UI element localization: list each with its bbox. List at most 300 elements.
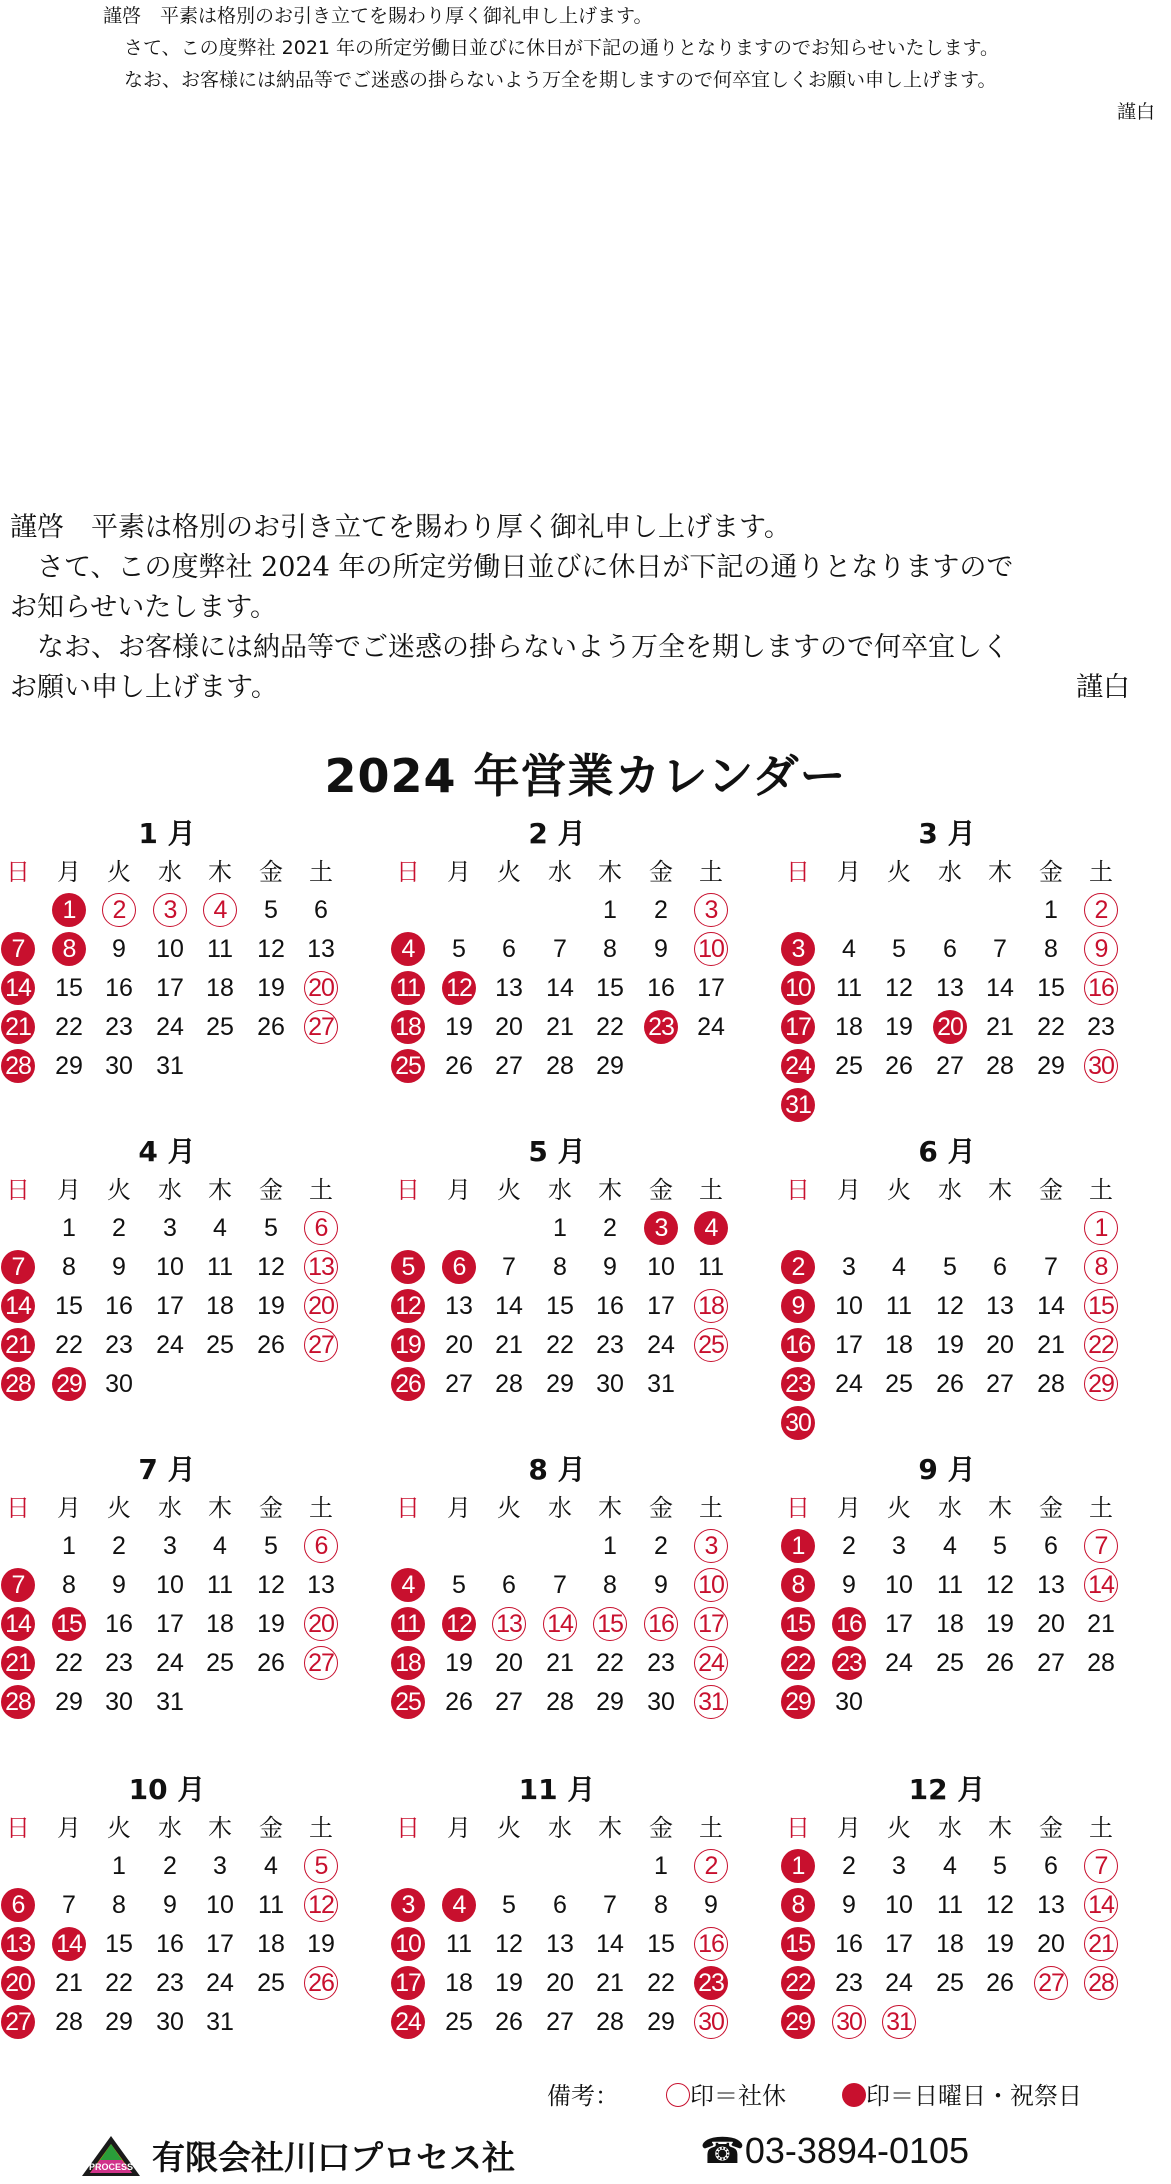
weekday-header: 木 [598, 858, 622, 886]
calendar-day: 10 [694, 1568, 728, 1602]
weekday-header: 金 [259, 1494, 283, 1522]
calendar-day: 26 [885, 1051, 913, 1080]
weekday-header: 土 [699, 1176, 723, 1204]
calendar-day: 26 [445, 1051, 473, 1080]
calendar-day: 29 [596, 1051, 624, 1080]
calendar-day: 13 [936, 973, 964, 1002]
company-phone: ☎03-3894-0105 [700, 2130, 970, 2171]
company-logo [78, 2134, 144, 2178]
calendar-day: 8 [52, 932, 86, 966]
calendar-day: 31 [781, 1088, 815, 1122]
weekday-header: 水 [548, 1494, 572, 1522]
weekday-header: 火 [497, 1814, 521, 1842]
calendar-day: 9 [654, 934, 668, 963]
calendar-day: 21 [596, 1968, 624, 1997]
calendar-day: 13 [986, 1291, 1014, 1320]
calendar-day: 30 [781, 1406, 815, 1440]
weekday-header: 火 [887, 1176, 911, 1204]
calendar-day: 18 [835, 1012, 863, 1041]
calendar-day: 8 [781, 1888, 815, 1922]
calendar-day: 3 [153, 893, 187, 927]
calendar-day: 16 [835, 1929, 863, 1958]
calendar-day: 22 [55, 1330, 83, 1359]
calendar-day: 2 [654, 1531, 668, 1560]
calendar-day: 24 [206, 1968, 234, 1997]
calendar-day: 20 [1037, 1609, 1065, 1638]
calendar-day: 18 [694, 1289, 728, 1323]
calendar-day: 19 [445, 1648, 473, 1677]
calendar-day: 20 [304, 1607, 338, 1641]
weekday-header: 金 [649, 1176, 673, 1204]
calendar-day: 8 [112, 1890, 126, 1919]
calendar-day: 25 [445, 2007, 473, 2036]
weekday-header: 水 [158, 1176, 182, 1204]
weekday-header: 日 [6, 1176, 30, 1204]
legend-closed-text: 印＝社休 [690, 2082, 786, 2110]
calendar-day: 15 [1084, 1289, 1118, 1323]
legend-label: 備考： [547, 2082, 619, 2110]
calendar-day: 31 [882, 2005, 916, 2039]
calendar-day: 2 [102, 893, 136, 927]
calendar-day: 24 [885, 1648, 913, 1677]
calendar-day: 2 [112, 1213, 126, 1242]
calendar-day: 22 [105, 1968, 133, 1997]
weekday-header: 月 [837, 1494, 861, 1522]
calendar-day: 29 [647, 2007, 675, 2036]
greeting-line: お願い申し上げます。 [10, 672, 278, 703]
calendar-day: 14 [546, 973, 574, 1002]
weekday-header: 金 [1039, 1176, 1063, 1204]
calendar-day: 24 [156, 1648, 184, 1677]
calendar-day: 3 [644, 1211, 678, 1245]
calendar-day: 10 [694, 932, 728, 966]
calendar-day: 12 [257, 934, 285, 963]
weekday-header: 金 [259, 1176, 283, 1204]
calendar-day: 3 [781, 932, 815, 966]
calendar-day: 14 [52, 1927, 86, 1961]
calendar-day: 16 [694, 1927, 728, 1961]
calendar-day: 22 [781, 1966, 815, 2000]
weekday-header: 日 [396, 858, 420, 886]
calendar-day: 8 [1084, 1250, 1118, 1284]
calendar-day: 18 [206, 973, 234, 1002]
calendar-day: 2 [163, 1851, 177, 1880]
weekday-header: 金 [1039, 858, 1063, 886]
calendar-day: 19 [986, 1929, 1014, 1958]
calendar-day: 14 [596, 1929, 624, 1958]
calendar-day: 15 [52, 1607, 86, 1641]
calendar-day: 3 [892, 1851, 906, 1880]
calendar-day: 25 [206, 1012, 234, 1041]
calendar-day: 24 [781, 1049, 815, 1083]
calendar-day: 7 [1, 932, 35, 966]
greeting-line: 謹啓 平素は格別のお引き立てを賜わり厚く御礼申し上げます。 [10, 512, 791, 543]
weekday-header: 土 [699, 858, 723, 886]
calendar-day: 17 [391, 1966, 425, 2000]
calendar-day: 24 [156, 1330, 184, 1359]
weekday-header: 水 [548, 1176, 572, 1204]
weekday-header: 月 [447, 858, 471, 886]
calendar-day: 12 [495, 1929, 523, 1958]
month-title: 4 月 [138, 1135, 196, 1168]
calendar-day: 13 [445, 1291, 473, 1320]
month-title: 1 月 [138, 817, 196, 850]
calendar-day: 22 [596, 1012, 624, 1041]
calendar-day: 30 [1084, 1049, 1118, 1083]
calendar-day: 19 [495, 1968, 523, 1997]
calendar-day: 3 [391, 1888, 425, 1922]
weekday-header: 土 [309, 858, 333, 886]
calendar-day: 11 [836, 973, 862, 1002]
calendar-day: 28 [1037, 1369, 1065, 1398]
calendar-day: 8 [781, 1568, 815, 1602]
calendar-day: 5 [892, 934, 906, 963]
greeting-line: お知らせいたします。 [10, 592, 278, 623]
calendar-day: 23 [105, 1648, 133, 1677]
calendar-day: 22 [1037, 1012, 1065, 1041]
weekday-header: 土 [1089, 1494, 1113, 1522]
calendar-day: 22 [781, 1646, 815, 1680]
calendar-day: 24 [694, 1646, 728, 1680]
weekday-header: 金 [1039, 1494, 1063, 1522]
month-title: 11 月 [518, 1773, 596, 1806]
calendar-day: 28 [1084, 1966, 1118, 2000]
calendar-day: 25 [206, 1330, 234, 1359]
calendar-day: 11 [937, 1890, 963, 1919]
calendar-day: 16 [105, 1609, 133, 1638]
calendar-day: 21 [1084, 1927, 1118, 1961]
calendar-day: 15 [593, 1607, 627, 1641]
calendar-day: 17 [835, 1330, 863, 1359]
calendar-day: 5 [452, 934, 466, 963]
logo-text: PROCESS [88, 2162, 134, 2172]
calendar-day: 29 [55, 1687, 83, 1716]
calendar-day: 17 [781, 1010, 815, 1044]
weekday-header: 土 [699, 1494, 723, 1522]
calendar-day: 25 [885, 1369, 913, 1398]
calendar-day: 6 [943, 934, 957, 963]
calendar-day: 30 [596, 1369, 624, 1398]
legend-closed [666, 2076, 786, 2111]
weekday-header: 木 [988, 858, 1012, 886]
calendar-day: 18 [206, 1609, 234, 1638]
weekday-header: 火 [107, 1494, 131, 1522]
weekday-header: 月 [57, 1176, 81, 1204]
calendar-day: 21 [1, 1010, 35, 1044]
weekday-header: 木 [988, 1814, 1012, 1842]
greeting-small-line: なお、お客様には納品等でご迷惑の掛らないよう万全を期しますので何卒宜しくお願い申し上げます。 [124, 69, 997, 91]
month-title: 3 月 [918, 817, 976, 850]
calendar-day: 11 [446, 1929, 472, 1958]
month-title: 8 月 [528, 1453, 586, 1486]
calendar-day: 6 [304, 1211, 338, 1245]
calendar-day: 7 [1, 1250, 35, 1284]
calendar-day: 1 [1044, 895, 1058, 924]
calendar-day: 10 [781, 971, 815, 1005]
calendar-day: 26 [257, 1648, 285, 1677]
calendar-day: 10 [835, 1291, 863, 1320]
calendar-day: 26 [986, 1648, 1014, 1677]
calendar-day: 7 [62, 1890, 76, 1919]
month-title: 5 月 [528, 1135, 586, 1168]
calendar-day: 28 [1, 1049, 35, 1083]
calendar-day: 9 [112, 1570, 126, 1599]
calendar-day: 29 [546, 1369, 574, 1398]
calendar-day: 10 [391, 1927, 425, 1961]
weekday-header: 水 [938, 1814, 962, 1842]
calendar-day: 9 [1084, 932, 1118, 966]
calendar-day: 5 [391, 1250, 425, 1284]
weekday-header: 火 [887, 1494, 911, 1522]
calendar-day: 12 [391, 1289, 425, 1323]
calendar-day: 1 [112, 1851, 126, 1880]
calendar-day: 27 [546, 2007, 574, 2036]
calendar-day: 21 [495, 1330, 523, 1359]
weekday-header: 金 [649, 1494, 673, 1522]
calendar-day: 19 [257, 1291, 285, 1320]
greeting-main [10, 508, 1130, 708]
calendar-day: 8 [62, 1252, 76, 1281]
month-title: 7 月 [138, 1453, 196, 1486]
calendar-day: 2 [694, 1849, 728, 1883]
calendar-day: 1 [781, 1529, 815, 1563]
month-title: 2 月 [528, 817, 586, 850]
calendar-day: 7 [1, 1568, 35, 1602]
calendar-day: 18 [936, 1929, 964, 1958]
weekday-header: 日 [396, 1176, 420, 1204]
calendar-day: 20 [495, 1648, 523, 1677]
calendar-day: 10 [206, 1890, 234, 1919]
calendar-day: 11 [937, 1570, 963, 1599]
weekday-header: 日 [786, 858, 810, 886]
weekday-header: 日 [6, 1814, 30, 1842]
calendar-day: 23 [647, 1648, 675, 1677]
weekday-header: 火 [107, 1814, 131, 1842]
weekday-header: 水 [938, 858, 962, 886]
calendar-day: 6 [1, 1888, 35, 1922]
calendar-day: 4 [391, 932, 425, 966]
calendar-day: 18 [257, 1929, 285, 1958]
calendar-day: 7 [1044, 1252, 1058, 1281]
calendar-day: 25 [206, 1648, 234, 1677]
calendar-day: 4 [694, 1211, 728, 1245]
calendar-day: 29 [55, 1051, 83, 1080]
weekday-header: 月 [837, 858, 861, 886]
calendar-day: 30 [694, 2005, 728, 2039]
calendar-day: 28 [1, 1367, 35, 1401]
calendar-day: 16 [596, 1291, 624, 1320]
calendar-day: 23 [694, 1966, 728, 2000]
calendar-day: 15 [105, 1929, 133, 1958]
calendar-day: 17 [885, 1609, 913, 1638]
weekday-header: 火 [107, 858, 131, 886]
calendar-day: 26 [257, 1012, 285, 1041]
calendar-day: 23 [156, 1968, 184, 1997]
calendar-day: 16 [781, 1328, 815, 1362]
weekday-header: 土 [309, 1494, 333, 1522]
calendar-day: 22 [1084, 1328, 1118, 1362]
calendar-day: 11 [207, 934, 233, 963]
weekday-header: 火 [107, 1176, 131, 1204]
calendar-day: 12 [257, 1252, 285, 1281]
calendar-day: 30 [647, 1687, 675, 1716]
calendar-day: 1 [62, 1531, 76, 1560]
calendar-day: 9 [112, 934, 126, 963]
calendar-day: 4 [264, 1851, 278, 1880]
weekday-header: 日 [396, 1814, 420, 1842]
calendar-day: 9 [842, 1570, 856, 1599]
calendar-day: 6 [442, 1250, 476, 1284]
calendar-day: 2 [842, 1851, 856, 1880]
calendar-day: 15 [1037, 973, 1065, 1002]
calendar-day: 13 [495, 973, 523, 1002]
calendar-day: 13 [1, 1927, 35, 1961]
calendar-day: 3 [163, 1213, 177, 1242]
calendar-day: 8 [553, 1252, 567, 1281]
calendar-day: 25 [257, 1968, 285, 1997]
calendar-day: 27 [986, 1369, 1014, 1398]
greeting-small-sign: 謹白 [1116, 101, 1155, 123]
weekday-header: 月 [57, 858, 81, 886]
calendar-day: 1 [781, 1849, 815, 1883]
calendar-day: 24 [885, 1968, 913, 1997]
weekday-header: 土 [309, 1176, 333, 1204]
calendar-day: 5 [993, 1851, 1007, 1880]
calendar-day: 28 [596, 2007, 624, 2036]
calendar-day: 19 [391, 1328, 425, 1362]
calendar-day: 13 [304, 1250, 338, 1284]
calendar-day: 2 [1084, 893, 1118, 927]
calendar-day: 1 [603, 1531, 617, 1560]
calendar-day: 16 [105, 1291, 133, 1320]
weekday-header: 金 [649, 858, 673, 886]
company-name: 有限会社川口プロセス社 [152, 2138, 515, 2177]
calendar-day: 16 [832, 1607, 866, 1641]
calendar-day: 1 [553, 1213, 567, 1242]
calendar-day: 12 [986, 1890, 1014, 1919]
calendar-day: 16 [105, 973, 133, 1002]
calendar-day: 18 [206, 1291, 234, 1320]
calendar-day: 23 [105, 1012, 133, 1041]
weekday-header: 月 [447, 1176, 471, 1204]
calendar-day: 12 [442, 971, 476, 1005]
calendar-day: 10 [156, 1252, 184, 1281]
calendar-day: 8 [1044, 934, 1058, 963]
weekday-header: 日 [6, 1494, 30, 1522]
month-title: 12 月 [908, 1773, 986, 1806]
calendar-day: 8 [654, 1890, 668, 1919]
weekday-header: 日 [396, 1494, 420, 1522]
weekday-header: 木 [208, 1814, 232, 1842]
calendar-day: 22 [647, 1968, 675, 1997]
calendar-day: 25 [391, 1049, 425, 1083]
calendar-day: 15 [781, 1607, 815, 1641]
calendar-day: 2 [603, 1213, 617, 1242]
calendar-day: 15 [596, 973, 624, 1002]
calendar-day: 3 [892, 1531, 906, 1560]
calendar-day: 3 [694, 893, 728, 927]
weekday-header: 木 [598, 1176, 622, 1204]
calendar-day: 17 [156, 1609, 184, 1638]
calendar-day: 30 [832, 2005, 866, 2039]
calendar-day: 16 [647, 973, 675, 1002]
calendar-day: 31 [206, 2007, 234, 2036]
calendar-day: 25 [936, 1648, 964, 1677]
calendar-day: 23 [835, 1968, 863, 1997]
calendar-day: 13 [307, 1570, 335, 1599]
weekday-header: 金 [1039, 1814, 1063, 1842]
calendar-day: 19 [936, 1330, 964, 1359]
calendar-day: 7 [502, 1252, 516, 1281]
calendar-day: 13 [307, 934, 335, 963]
calendar-day: 18 [445, 1968, 473, 1997]
weekday-header: 金 [259, 1814, 283, 1842]
calendar-day: 20 [1037, 1929, 1065, 1958]
calendar-day: 7 [1084, 1849, 1118, 1883]
calendar-day: 27 [1037, 1648, 1065, 1677]
calendar-day: 10 [647, 1252, 675, 1281]
calendar-day: 23 [644, 1010, 678, 1044]
weekday-header: 月 [837, 1176, 861, 1204]
calendar-day: 21 [986, 1012, 1014, 1041]
calendar-day: 31 [156, 1687, 184, 1716]
calendar-day: 1 [654, 1851, 668, 1880]
calendar-day: 13 [1037, 1570, 1065, 1599]
calendar-day: 5 [943, 1252, 957, 1281]
calendar-day: 14 [543, 1607, 577, 1641]
calendar-day: 4 [203, 893, 237, 927]
calendar-day: 6 [1044, 1531, 1058, 1560]
calendar-day: 24 [156, 1012, 184, 1041]
calendar-day: 28 [986, 1051, 1014, 1080]
weekday-header: 木 [988, 1494, 1012, 1522]
calendar-day: 26 [936, 1369, 964, 1398]
calendar-day: 5 [264, 1531, 278, 1560]
calendar-day: 28 [546, 1687, 574, 1716]
calendar-day: 22 [55, 1648, 83, 1677]
month-title: 6 月 [918, 1135, 976, 1168]
calendar-day: 26 [495, 2007, 523, 2036]
weekday-header: 土 [699, 1814, 723, 1842]
weekday-header: 月 [447, 1814, 471, 1842]
calendar-day: 1 [52, 893, 86, 927]
calendar-day: 29 [52, 1367, 86, 1401]
calendar-day: 15 [546, 1291, 574, 1320]
weekday-header: 土 [1089, 858, 1113, 886]
calendar-day: 27 [1, 2005, 35, 2039]
calendar-day: 11 [698, 1252, 724, 1281]
weekday-header: 火 [887, 858, 911, 886]
calendar-day: 27 [495, 1051, 523, 1080]
calendar-day: 7 [993, 934, 1007, 963]
calendar-day: 26 [304, 1966, 338, 2000]
calendar-day: 3 [163, 1531, 177, 1560]
calendar-day: 4 [892, 1252, 906, 1281]
calendar-day: 12 [986, 1570, 1014, 1599]
calendar-day: 26 [257, 1330, 285, 1359]
weekday-header: 火 [887, 1814, 911, 1842]
weekday-header: 日 [786, 1494, 810, 1522]
calendar-day: 4 [442, 1888, 476, 1922]
calendar-day: 6 [1044, 1851, 1058, 1880]
calendar-day: 8 [62, 1570, 76, 1599]
calendar-day: 9 [704, 1890, 718, 1919]
calendar-day: 3 [213, 1851, 227, 1880]
calendar-day: 3 [842, 1252, 856, 1281]
calendar-day: 28 [1087, 1648, 1115, 1677]
calendar-day: 19 [445, 1012, 473, 1041]
weekday-header: 土 [1089, 1814, 1113, 1842]
